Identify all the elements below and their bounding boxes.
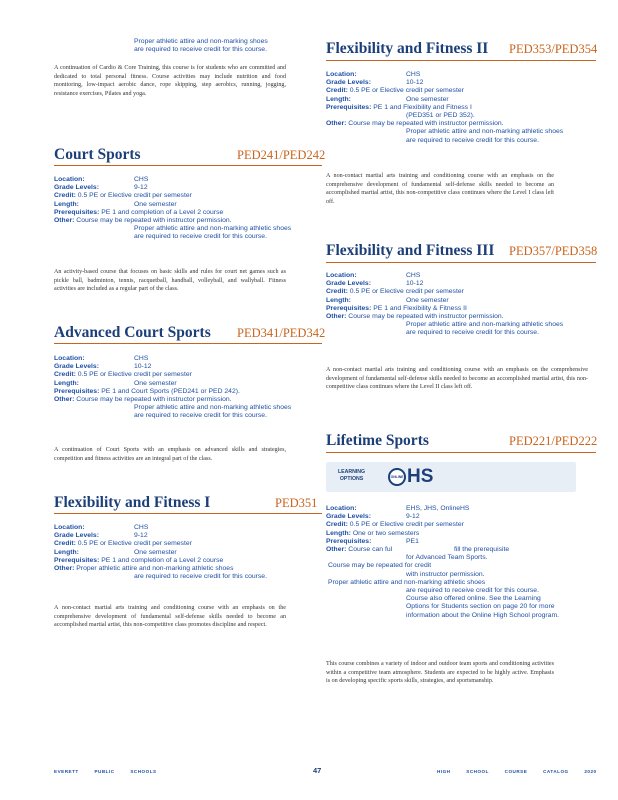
length-label: Length:: [54, 379, 79, 387]
note-line: are required to receive credit for this course.: [406, 587, 539, 595]
location-label: Location:: [54, 176, 85, 183]
note-line: Course also offered online. See the Learning: [406, 595, 541, 603]
flex-fitness-1-info: [54, 524, 326, 581]
note-line: are required to receive credit for this course.: [134, 412, 267, 420]
continued-description: A continuation of Cardio & Core Training, this course is for students who are committed and dedicated to total personal fitness. Course activities may include nutrition and food monitoring, low-impact aerobic dance, rope skipping, step aerobics, running, jogging, resistance exercises, Pilates and yoga.: [54, 65, 286, 98]
other-value: Course can ful: [348, 546, 393, 554]
online-ring-text: ONLINE: [390, 475, 404, 479]
footer-word: 2020: [584, 769, 597, 774]
flex-fitness-1-code: PED351: [275, 496, 318, 510]
credit-label: Credit:: [54, 192, 76, 200]
prereq-value: PE 1 and Court Sports (PED241 or PED 242).: [101, 387, 240, 395]
note-line: Proper athletic attire and non-marking athletic shoes: [406, 128, 564, 136]
section-rule: [54, 165, 322, 166]
grade-value: 9-12: [406, 513, 420, 521]
credit-value: 0.5 PE or Elective credit per semester: [77, 540, 192, 548]
flex-fitness-3-code: PED357/PED358: [509, 244, 598, 258]
note-line: information about the Online High School program.: [406, 611, 560, 619]
continued-notes: [134, 38, 268, 54]
other-value-cont: fill the prerequisite: [454, 546, 510, 554]
note-line: Proper athletic attire and non-marking athletic shoes: [134, 225, 292, 233]
footer-word: SCHOOLS: [130, 769, 157, 774]
length-value: One semester: [406, 95, 449, 103]
credit-label: Credit:: [326, 288, 348, 296]
advanced-court-sports-code: PED341/PED342: [237, 326, 326, 340]
credit-value: 0.5 PE or Elective credit per semester: [349, 521, 464, 529]
grade-label: Grade Levels:: [326, 79, 371, 87]
flex-fitness-2-info: [326, 71, 598, 145]
section-rule: [326, 60, 596, 61]
location-value: EHS, JHS, OnlineHS: [406, 505, 470, 512]
location-label: Location:: [54, 355, 85, 362]
location-value: CHS: [406, 71, 421, 78]
credit-label: Credit:: [326, 521, 348, 529]
location-value: CHS: [134, 176, 149, 183]
length-label: Length:: [54, 548, 79, 556]
footer-word: CATALOG: [543, 769, 569, 774]
lifetime-sports-code: PED221/PED222: [509, 434, 598, 448]
credit-label: Credit:: [54, 540, 76, 548]
prereq-label: Prerequisites:: [54, 556, 100, 564]
flex-fitness-2-title: Flexibility and Fitness II: [326, 40, 489, 57]
court-sports-title: Court Sports: [54, 146, 141, 163]
prereq-label: Prerequisites:: [54, 387, 100, 395]
learning-options-badge: [326, 462, 576, 492]
note-line: are required to receive credit for this course.: [134, 233, 267, 241]
prereq-value: PE 1 and Flexibility & Fitness II: [373, 304, 467, 312]
other-value: Proper athletic attire and non-marking athletic shoes: [76, 565, 234, 573]
credit-label: Credit:: [54, 371, 76, 379]
note-line: Proper athletic attire and non-marking athletic shoes: [328, 578, 486, 586]
location-label: Location:: [326, 71, 357, 78]
other-label: Other:: [326, 546, 347, 554]
length-value: One semester: [134, 200, 177, 208]
other-label: Other:: [326, 120, 347, 128]
learning-options-line: OPTIONS: [339, 476, 364, 482]
other-value: Course may be repeated with instructor permission.: [348, 313, 504, 321]
length-label: Length:: [326, 95, 351, 103]
note-line: Proper athletic attire and non-marking athletic shoes: [134, 404, 292, 412]
grade-value: 9-12: [134, 532, 148, 540]
note-line: are required to receive credit for this course.: [406, 329, 539, 337]
note-line: Proper athletic attire and non-marking shoes: [134, 38, 268, 45]
prereq-value: PE 1 and completion of a Level 2 course: [101, 208, 224, 216]
note-line: Course may be repeated for credit: [328, 562, 432, 570]
grade-value: 9-12: [134, 184, 148, 192]
location-value: CHS: [134, 524, 149, 531]
learning-options-label: [338, 469, 365, 483]
note-line: are required to receive credit for this course.: [134, 46, 267, 54]
prereq-value: PE1: [406, 537, 419, 545]
advanced-court-sports-title: Advanced Court Sports: [54, 324, 211, 341]
grade-value: 10-12: [406, 280, 424, 288]
credit-value: 0.5 PE or Elective credit per semester: [77, 192, 192, 200]
other-value: Course may be repeated with instructor permission.: [76, 396, 232, 404]
note-line: with instructor permission.: [406, 570, 485, 578]
footer-left: [54, 769, 157, 774]
other-value: Course may be repeated with instructor permission.: [348, 120, 504, 128]
section-rule: [326, 452, 596, 453]
footer-word: EVERETT: [54, 769, 79, 774]
location-label: Location:: [326, 272, 357, 279]
credit-value: 0.5 PE or Elective credit per semester: [349, 288, 464, 296]
note-line: Proper athletic attire and non-marking athletic shoes: [406, 321, 564, 329]
location-label: Location:: [326, 505, 357, 512]
prereq-label: Prerequisites:: [326, 304, 372, 312]
lifetime-sports-title: Lifetime Sports: [326, 432, 429, 449]
footer-word: PUBLIC: [94, 769, 115, 774]
grade-value: 10-12: [134, 363, 152, 371]
advanced-court-sports-description: A continuation of Court Sports with an emphasis on advanced skills and strategies, competition and fitness activities are an integral part of the class.: [54, 447, 286, 462]
other-label: Other:: [54, 565, 75, 573]
flex-fitness-1-title: Flexibility and Fitness I: [54, 494, 211, 511]
location-value: CHS: [406, 272, 421, 279]
location-label: Location:: [54, 524, 85, 531]
page-number: 47: [313, 766, 322, 775]
prereq-label: Prerequisites:: [326, 537, 372, 545]
other-label: Other:: [54, 396, 75, 404]
other-label: Other:: [54, 217, 75, 225]
length-value: One semester: [134, 379, 177, 387]
grade-label: Grade Levels:: [54, 184, 99, 192]
prereq-value: PE 1 and completion of a Level 2 course: [101, 556, 224, 564]
court-sports-info: [54, 176, 326, 242]
credit-value: 0.5 PE or Elective credit per semester: [77, 371, 192, 379]
flex-fitness-2-code: PED353/PED354: [509, 42, 598, 56]
flex-fitness-3-title: Flexibility and Fitness III: [326, 242, 495, 259]
note-line: are required to receive credit for this course.: [406, 136, 539, 144]
advanced-court-sports-info: [54, 355, 326, 421]
length-value: One semester: [406, 296, 449, 304]
lifetime-sports-info: [326, 505, 598, 620]
length-label: Length:: [326, 296, 351, 304]
prereq-label: Prerequisites:: [326, 103, 372, 111]
flex-fitness-1-description: A non-contact martial arts training and conditioning course with an emphasis on the comprehensive development of fundamental self-defense skills needed to become an accomplished martial artist, this non-competitive class promotes discipline and respect.: [54, 605, 286, 629]
grade-label: Grade Levels:: [326, 280, 371, 288]
court-sports-code: PED241/PED242: [237, 148, 326, 162]
lifetime-sports-description: This course combines a variety of indoor and outdoor team sports and conditioning activities within a competitive team atmosphere. Students are expected to be highly active. Emphasis is on developing specific sports skills, strategies, and sportsmanship.: [326, 661, 554, 685]
learning-options-line: LEARNING: [338, 469, 366, 475]
length-label: Length:: [54, 200, 79, 208]
section-rule: [326, 262, 596, 263]
other-value: Course may be repeated with instructor permission.: [76, 217, 232, 225]
other-label: Other:: [326, 313, 347, 321]
note-line: are required to receive credit for this course.: [134, 573, 267, 581]
flex-fitness-3-description: A non-contact martial arts training and conditioning course with an emphasis on the comprehensive development of fundamental self-defense skills needed to become an accomplished martial artist, this non-competitive class continues where the Level II class left off.: [326, 367, 588, 391]
note-line: Options for Students section on page 20 for more: [406, 603, 555, 611]
section-rule: [54, 513, 322, 514]
grade-label: Grade Levels:: [54, 363, 99, 371]
credit-value: 0.5 PE or Elective credit per semester: [349, 87, 464, 95]
flex-fitness-3-info: [326, 272, 598, 338]
length-value: One semester: [134, 548, 177, 556]
grade-value: 10-12: [406, 79, 424, 87]
length-label: Length:: [326, 529, 351, 537]
length-value: One or two semesters: [352, 529, 420, 537]
location-value: CHS: [134, 355, 149, 362]
footer-word: SCHOOL: [466, 769, 489, 774]
footer-word: HIGH: [437, 769, 451, 774]
note-line: for Advanced Team Sports.: [406, 554, 488, 562]
prereq-value: PE 1 and Flexibility and Fitness I: [373, 103, 472, 111]
online-globe-icon: [388, 468, 406, 486]
grade-label: Grade Levels:: [54, 532, 99, 540]
prereq-value-cont: (PED351 or PED 352).: [406, 112, 475, 120]
online-hs-logo: HS: [407, 466, 434, 487]
credit-label: Credit:: [326, 87, 348, 95]
court-sports-description: An activity-based course that focuses on basic skills and rules for court net games such as pickle ball, badminton, tennis, racquetball, handball, volleyball, and wallyball. Fitness activities are included as a regular part of the class.: [54, 269, 286, 293]
grade-label: Grade Levels:: [326, 513, 371, 521]
footer-word: COURSE: [504, 769, 528, 774]
prereq-label: Prerequisites:: [54, 208, 100, 216]
footer-right: [437, 769, 597, 774]
section-rule: [54, 343, 322, 344]
flex-fitness-2-description: A non-contact martial arts training and conditioning course with an emphasis on the comprehensive development of fundamental self-defense skills needed to become an accomplished martial artist, this non-competitive class continues where the Level I class left off.: [326, 173, 554, 206]
